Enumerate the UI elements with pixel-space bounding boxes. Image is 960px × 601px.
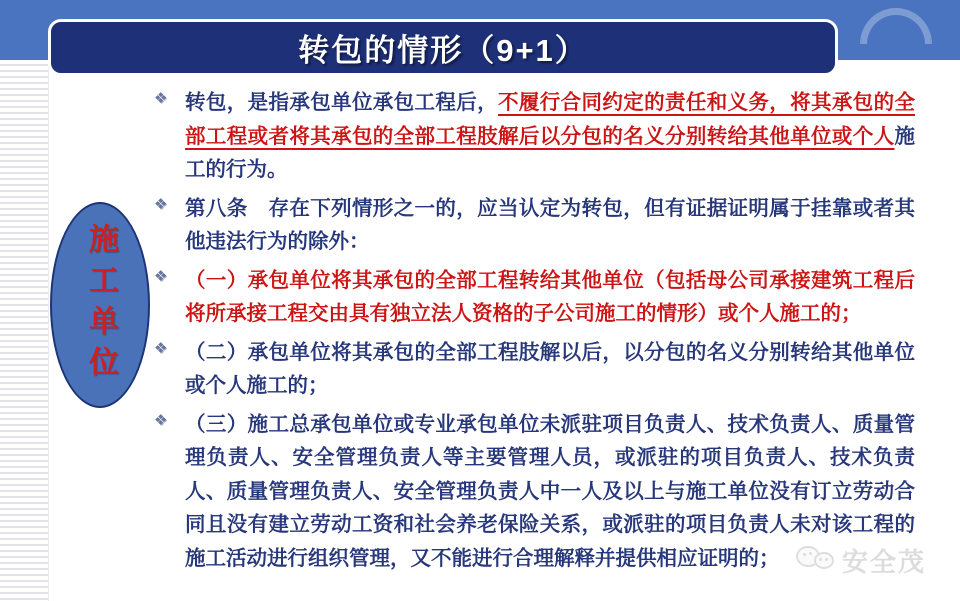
text-segment-red-underline: 不履行合同约定的责任和义务，将其承包的全部工程或者将其承包的全部工程肢解后以分包的名义分别转给其他单位或个人 [185,91,915,148]
diamond-bullet-icon: ❖ [154,267,168,285]
wechat-logo-icon [796,542,842,578]
body-paragraph [154,264,915,331]
text-segment-blue: （三）施工总承包单位或专业承包单位未派驻项目负责人、技术负责人、质量管理负责人、安全管理负责人等主要管理人员，或派驻的项目负责人、技术负责人、质量管理负责人、安全管理负责人中一人及以上与施工单位没有订立劳动合同且没有建立劳动工资和社会养老保险关系，或派驻的项目负责人未对该工程的施工活动进行组织管理，又不能进行合理解释并提供相应证明的； [185,412,915,570]
slide-title-plate [48,19,838,76]
body-paragraph [154,192,915,259]
text-segment-blue: 施工的行为。 [185,124,915,181]
watermark-text: 安全茂 [842,546,927,577]
paragraph-text [185,269,915,326]
diamond-bullet-icon: ❖ [154,339,168,357]
text-segment-blue: 第八条 存在下列情形之一的，应当认定为转包，但有证据证明属于挂靠或者其他违法行为的除外： [185,196,915,253]
diamond-bullet-icon: ❖ [154,195,168,213]
text-segment-blue: 转包，是指承包单位承包工程后， [185,91,499,114]
body-paragraph [154,336,915,403]
side-ellipse-label [50,202,150,408]
slide-title: 转包的情形（9+1） [298,33,588,68]
text-segment-red: （一）承包单位将其承包的全部工程转给其他单位（包括母公司承接建筑工程后将所承接工程交由具有独立法人资格的子公司施工的情形）或个人施工的； [185,268,915,325]
paragraph-text [185,91,915,181]
diamond-bullet-icon: ❖ [154,90,168,107]
slide-body [154,86,915,580]
side-ellipse-text: 施工单位 [84,223,117,387]
watermark [796,540,956,580]
left-striped-edge [0,60,49,601]
body-paragraph [154,86,915,187]
paragraph-text [185,341,915,398]
paragraph-text [185,197,915,254]
diamond-bullet-icon: ❖ [154,411,168,429]
text-segment-blue: （二）承包单位将其承包的全部工程肢解以后，以分包的名义分别转给其他单位或个人施工的； [185,340,915,397]
